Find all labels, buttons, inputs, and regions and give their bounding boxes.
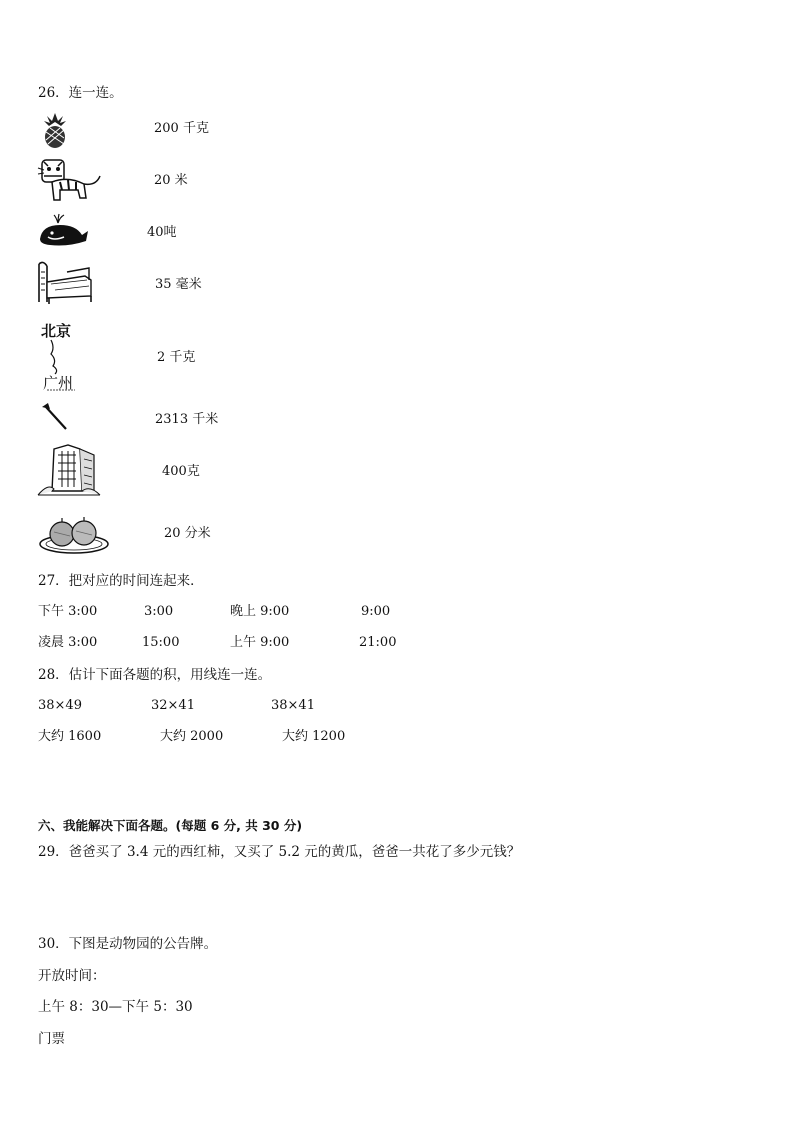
- q28-title: 28．估计下面各题的积，用线连一连。: [38, 667, 272, 683]
- q30-title: 30．下图是动物园的公告牌。: [38, 936, 218, 952]
- map-beijing-guangzhou: [41, 320, 81, 392]
- q26-item-2: 20 米: [154, 173, 188, 188]
- nail-icon: [40, 403, 70, 431]
- q27-row1-col1: 下午 3:00: [38, 604, 98, 619]
- q27-row1-col4: 9:00: [361, 604, 391, 619]
- q26-title: 26．连一连。: [38, 85, 123, 101]
- q30-opening-hours: 上午 8：30—下午 5：30: [38, 999, 193, 1015]
- q27-row1-col2: 3:00: [144, 604, 174, 619]
- q27-row2-col2: 15:00: [142, 635, 180, 650]
- map-label-beijing: 北京: [41, 322, 72, 340]
- q27-row1-col3: 晚上 9:00: [230, 604, 290, 619]
- q27-title: 27．把对应的时间连起来．: [38, 573, 204, 589]
- whale-icon: [38, 213, 88, 249]
- q27-row2-col1: 凌晨 3:00: [38, 635, 98, 650]
- q28-row1-col2: 32×41: [151, 698, 195, 713]
- q26-item-5: 2 千克: [157, 350, 196, 365]
- section-6-heading: 六、我能解决下面各题。(每题 6 分, 共 30 分): [38, 818, 303, 833]
- q30-opening-hours-label: 开放时间：: [38, 968, 106, 984]
- pineapple-icon: [38, 112, 72, 148]
- q26-item-7: 400克: [162, 464, 200, 479]
- q28-row1-col3: 38×41: [271, 698, 315, 713]
- fruit-plate-icon: [38, 514, 110, 554]
- q28-row2-col3: 大约 1200: [282, 729, 346, 744]
- q28-row2-col1: 大约 1600: [38, 729, 102, 744]
- q28-row1-col1: 38×49: [38, 698, 82, 713]
- map-label-guangzhou: 广州: [43, 374, 74, 392]
- q26-item-4: 35 毫米: [155, 277, 202, 292]
- q27-row2-col4: 21:00: [359, 635, 397, 650]
- q30-ticket-label: 门票: [38, 1031, 65, 1047]
- bed-icon: [37, 260, 93, 304]
- tiger-icon: [38, 158, 102, 204]
- q26-item-3: 40吨: [147, 225, 177, 240]
- q27-row2-col3: 上午 9:00: [230, 635, 290, 650]
- q28-row2-col2: 大约 2000: [160, 729, 224, 744]
- q29-text: 29．爸爸买了 3.4 元的西红柿，又买了 5.2 元的黄瓜，爸爸一共花了多少元钱？: [38, 844, 521, 860]
- q26-item-6: 2313 千米: [155, 412, 219, 427]
- q26-item-8: 20 分米: [164, 526, 211, 541]
- q26-item-1: 200 千克: [154, 121, 209, 136]
- building-icon: [38, 443, 100, 497]
